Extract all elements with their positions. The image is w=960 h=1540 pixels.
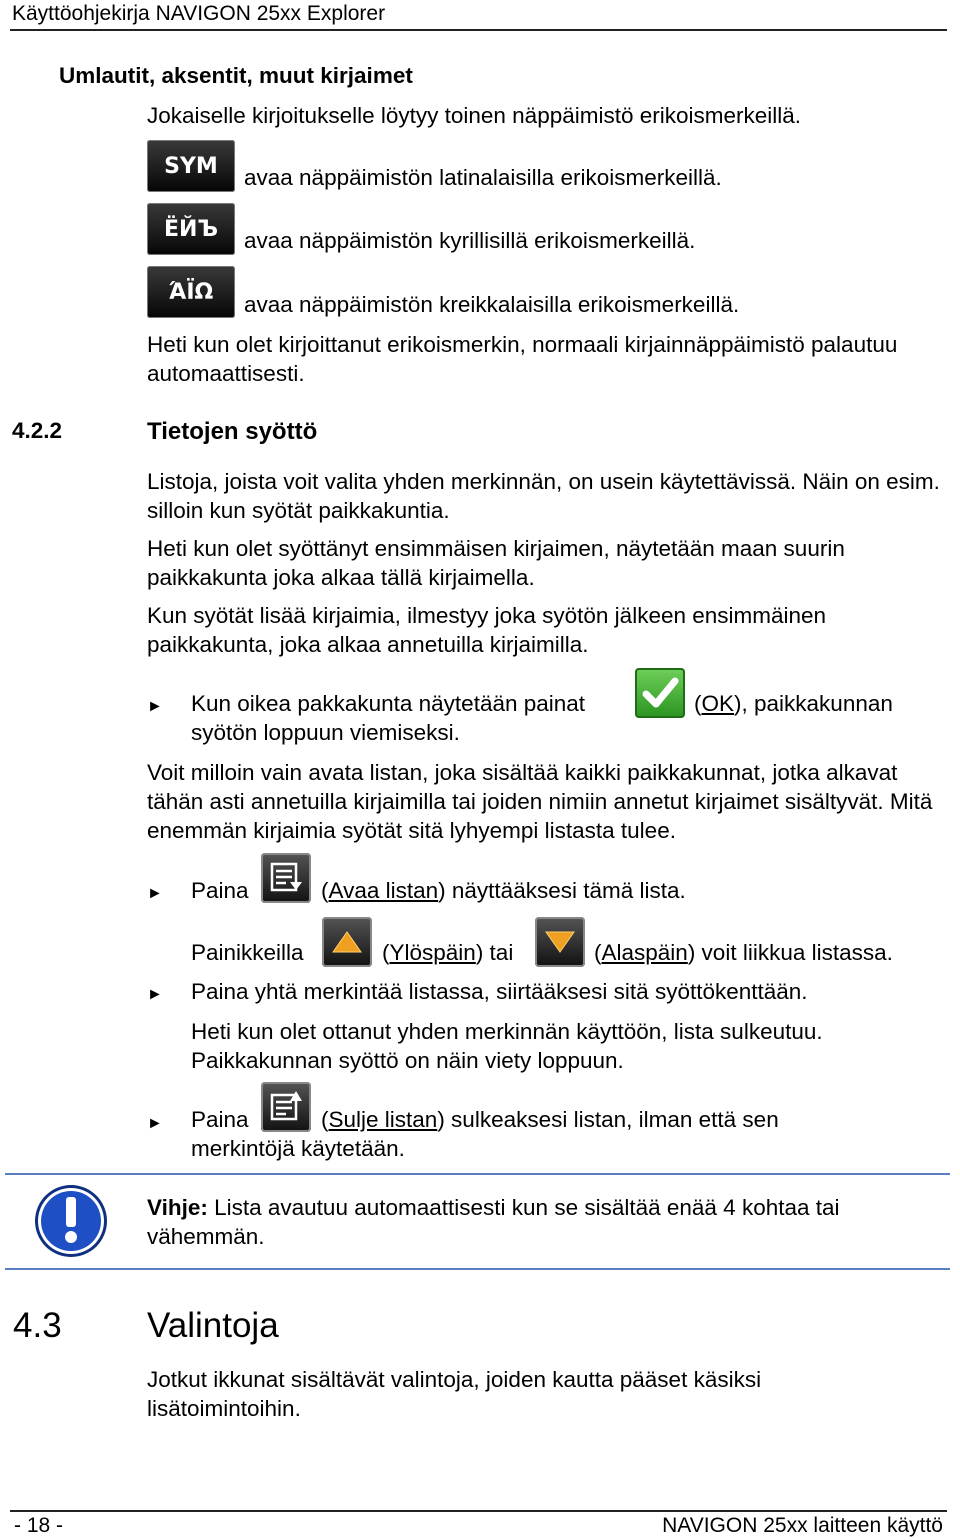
paragraph-lists: Listoja, joista voit valita yhden merkinnän, on usein käytettävissä. Näin on esim. silloin kun syötät paikkakuntia.: [147, 469, 940, 523]
down-link[interactable]: Alaspäin: [601, 940, 688, 965]
sym-key-icon: SYM: [147, 140, 235, 192]
up-arrow-icon[interactable]: [322, 917, 372, 967]
open-list-icon[interactable]: [261, 853, 311, 903]
paragraph-open-list: Voit milloin vain avata listan, joka sisältää kaikki paikkakunnat, jotka alkavat tähän asti annetuilla kirjaimilla tai joiden nimiin annetut kirjaimet sisältyvät. Mitä enemmän kirjaimia syötät sitä lyhyempi listasta tulee.: [147, 760, 933, 843]
bullet-arrow-icon: ►: [147, 1115, 163, 1132]
ok-button-icon[interactable]: [635, 668, 685, 718]
cyrillic-key-icon: ЁЙЪ: [147, 203, 235, 255]
paragraph-options: Jotkut ikkunat sisältävät valintoja, joiden kautta pääset käsiksi lisätoimintoihin.: [147, 1367, 762, 1421]
up-link[interactable]: Ylöspäin: [389, 940, 476, 965]
open-list-link[interactable]: Avaa listan: [328, 878, 439, 903]
bullet-arrow-icon: ►: [147, 885, 163, 902]
step-close-suffix: (Sulje listan) sulkeaksesi listan, ilman että sen: [321, 1107, 779, 1132]
page-number: - 18 -: [14, 1514, 64, 1537]
section-number-422: 4.2.2: [12, 418, 63, 443]
tip-top-rule: [5, 1173, 950, 1175]
step-pick-entry: Paina yhtä merkintää listassa, siirtääksesi sitä syöttökenttään.: [191, 979, 808, 1004]
greek-key-icon: ΆΪΩ: [147, 266, 235, 318]
tip-label: Vihje:: [147, 1195, 208, 1220]
document-header-title: Käyttöohjekirja NAVIGON 25xx Explorer: [12, 2, 386, 25]
tip-text: Vihje: Lista avautuu automaattisesti kun se sisältää enää 4 kohtaa tai vähemmän.: [147, 1195, 840, 1249]
info-exclamation-icon: [33, 1183, 109, 1259]
step-open-prefix: Paina: [191, 878, 249, 903]
step-pick-note: Heti kun olet ottanut yhden merkinnän käyttöön, lista sulkeutuu. Paikkakunnan syöttö on näin viety loppuun.: [191, 1019, 823, 1073]
step-open-suffix: (Avaa listan) näyttääksesi tämä lista.: [321, 878, 686, 903]
sym-key-description: avaa näppäimistön latinalaisilla erikoismerkeillä.: [244, 165, 722, 190]
bullet-arrow-icon: ►: [147, 986, 163, 1003]
step-close-continuation: merkintöjä käytetään.: [191, 1136, 405, 1161]
header-rule: [10, 29, 947, 31]
bullet-arrow-icon: ►: [147, 698, 163, 715]
section-title-422: Tietojen syöttö: [147, 418, 318, 445]
down-arrow-icon[interactable]: [535, 917, 585, 967]
section-number-43: 4.3: [13, 1306, 62, 1345]
tip-bottom-rule: [5, 1268, 950, 1270]
scroll-up-label: (Ylöspäin) tai: [382, 940, 514, 965]
umlaut-intro: Jokaiselle kirjoitukselle löytyy toinen näppäimistö erikoismerkeillä.: [147, 103, 802, 128]
footer-chapter: NAVIGON 25xx laitteen käyttö: [662, 1514, 943, 1537]
ok-link[interactable]: OK: [701, 691, 735, 716]
scroll-down-label: (Alaspäin) voit liikkua listassa.: [594, 940, 893, 965]
umlaut-after-text: Heti kun olet kirjoittanut erikoismerkin, normaali kirjainnäppäimistö palautuu automaattisesti.: [147, 332, 898, 386]
close-list-link[interactable]: Sulje listan: [328, 1107, 438, 1132]
step-ok-continuation: syötön loppuun viemiseksi.: [191, 720, 460, 745]
scroll-buttons-prefix: Painikkeilla: [191, 940, 304, 965]
paragraph-more-letters: Kun syötät lisää kirjaimia, ilmestyy joka syötön jälkeen ensimmäinen paikkakunta, joka alkaa annetuilla kirjaimilla.: [147, 603, 827, 657]
step-ok-suffix: (OK), paikkakunnan: [694, 691, 893, 716]
subheading-umlauts: Umlautit, aksentit, muut kirjaimet: [59, 63, 413, 88]
close-list-icon[interactable]: [261, 1082, 311, 1132]
cyrillic-key-description: avaa näppäimistön kyrillisillä erikoismerkeillä.: [244, 228, 696, 253]
section-title-43: Valintoja: [147, 1306, 279, 1345]
greek-key-description: avaa näppäimistön kreikkalaisilla erikoismerkeillä.: [244, 292, 740, 317]
step-close-prefix: Paina: [191, 1107, 249, 1132]
paragraph-first-letter: Heti kun olet syöttänyt ensimmäisen kirjaimen, näytetään maan suurin paikkakunta joka alkaa tällä kirjaimella.: [147, 536, 845, 590]
step-ok-text: Kun oikea pakkakunta näytetään painat: [191, 691, 586, 716]
footer-rule: [10, 1510, 947, 1512]
